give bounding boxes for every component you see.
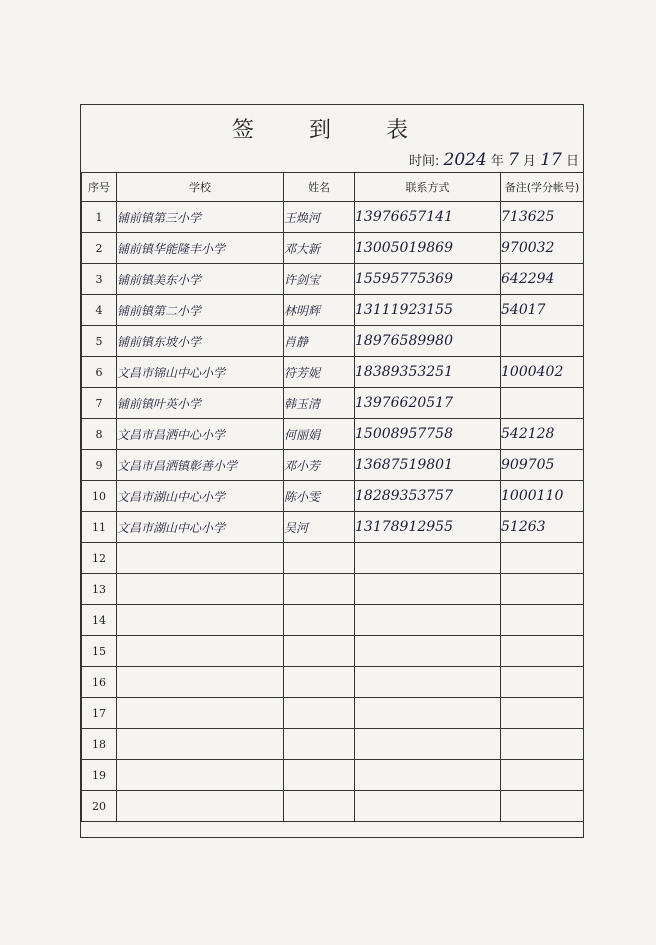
header-school: 学校	[117, 173, 284, 202]
table-row	[82, 512, 584, 543]
row-school: 文昌市锦山中心小学	[117, 357, 284, 388]
row-name	[284, 729, 355, 760]
row-note: 909705	[501, 450, 584, 481]
row-name	[284, 574, 355, 605]
row-school: 文昌市湖山中心小学	[117, 512, 284, 543]
table-row	[82, 729, 584, 760]
table-row	[82, 481, 584, 512]
row-name	[284, 667, 355, 698]
row-name	[284, 698, 355, 729]
row-seq: 14	[82, 605, 117, 636]
row-contact	[355, 574, 501, 605]
row-seq: 18	[82, 729, 117, 760]
row-note	[501, 698, 584, 729]
row-name	[284, 636, 355, 667]
row-seq: 12	[82, 543, 117, 574]
row-name: 邓大新	[284, 233, 355, 264]
row-contact: 13178912955	[355, 512, 501, 543]
row-note	[501, 791, 584, 822]
page-title: 签 到 表	[232, 118, 432, 143]
header-seq: 序号	[82, 173, 117, 202]
row-contact: 13111923155	[355, 295, 501, 326]
row-note	[501, 667, 584, 698]
row-note: 642294	[501, 264, 584, 295]
row-seq: 17	[82, 698, 117, 729]
header-contact: 联系方式	[355, 173, 501, 202]
row-contact	[355, 543, 501, 574]
table-row	[82, 357, 584, 388]
row-contact: 18389353251	[355, 357, 501, 388]
row-contact: 18976589980	[355, 326, 501, 357]
row-seq: 16	[82, 667, 117, 698]
row-school: 铺前镇第三小学	[117, 202, 284, 233]
row-name: 肖静	[284, 326, 355, 357]
row-school	[117, 636, 284, 667]
form-frame	[80, 104, 584, 838]
row-seq: 5	[82, 326, 117, 357]
row-contact: 15595775369	[355, 264, 501, 295]
row-note	[501, 729, 584, 760]
table-body	[82, 202, 584, 822]
row-school: 文昌市湖山中心小学	[117, 481, 284, 512]
row-contact: 13005019869	[355, 233, 501, 264]
row-school: 文昌市昌洒中心小学	[117, 419, 284, 450]
table-row	[82, 233, 584, 264]
row-name: 陈小雯	[284, 481, 355, 512]
row-school: 铺前镇美东小学	[117, 264, 284, 295]
header-row	[82, 173, 584, 202]
row-contact	[355, 667, 501, 698]
row-note: 1000110	[501, 481, 584, 512]
table-row	[82, 698, 584, 729]
row-contact	[355, 791, 501, 822]
row-name: 许剑宝	[284, 264, 355, 295]
row-name	[284, 543, 355, 574]
row-note: 970032	[501, 233, 584, 264]
table-row	[82, 326, 584, 357]
table-row	[82, 450, 584, 481]
row-note: 713625	[501, 202, 584, 233]
date-day: 17	[540, 150, 562, 170]
table-row	[82, 202, 584, 233]
row-school: 铺前镇东坡小学	[117, 326, 284, 357]
table-row	[82, 543, 584, 574]
row-seq: 9	[82, 450, 117, 481]
table-row	[82, 574, 584, 605]
row-note	[501, 574, 584, 605]
row-seq: 11	[82, 512, 117, 543]
row-seq: 1	[82, 202, 117, 233]
row-seq: 10	[82, 481, 117, 512]
table-row	[82, 388, 584, 419]
row-school	[117, 698, 284, 729]
table-row	[82, 636, 584, 667]
row-name	[284, 791, 355, 822]
row-note	[501, 636, 584, 667]
header-note: 备注(学分帐号)	[501, 173, 584, 202]
row-seq: 2	[82, 233, 117, 264]
row-seq: 4	[82, 295, 117, 326]
row-contact: 13687519801	[355, 450, 501, 481]
row-note	[501, 326, 584, 357]
row-name: 符芳妮	[284, 357, 355, 388]
date-month-unit: 月	[523, 154, 537, 169]
table-row	[82, 605, 584, 636]
row-name	[284, 760, 355, 791]
row-name: 韩玉清	[284, 388, 355, 419]
row-contact	[355, 605, 501, 636]
row-name: 吴河	[284, 512, 355, 543]
row-school	[117, 791, 284, 822]
table-row	[82, 760, 584, 791]
row-note	[501, 543, 584, 574]
row-contact	[355, 760, 501, 791]
date-label: 时间:	[408, 154, 440, 169]
row-school	[117, 729, 284, 760]
row-note: 54017	[501, 295, 584, 326]
row-name: 何丽娟	[284, 419, 355, 450]
date-day-unit: 日	[565, 154, 579, 169]
row-note	[501, 760, 584, 791]
row-contact: 13976657141	[355, 202, 501, 233]
row-seq: 19	[82, 760, 117, 791]
row-seq: 3	[82, 264, 117, 295]
row-seq: 8	[82, 419, 117, 450]
row-name: 林明辉	[284, 295, 355, 326]
row-seq: 7	[82, 388, 117, 419]
row-note	[501, 388, 584, 419]
row-seq: 15	[82, 636, 117, 667]
row-school: 铺前镇叶英小学	[117, 388, 284, 419]
row-school	[117, 760, 284, 791]
row-name	[284, 605, 355, 636]
row-school	[117, 574, 284, 605]
row-contact: 15008957758	[355, 419, 501, 450]
row-note: 51263	[501, 512, 584, 543]
row-name: 邓小芳	[284, 450, 355, 481]
row-school	[117, 543, 284, 574]
row-contact: 18289353757	[355, 481, 501, 512]
row-seq: 13	[82, 574, 117, 605]
date-line	[409, 150, 579, 170]
table-row	[82, 667, 584, 698]
row-note: 1000402	[501, 357, 584, 388]
row-school: 铺前镇华能隆丰小学	[117, 233, 284, 264]
sign-in-table	[81, 172, 584, 822]
row-note	[501, 605, 584, 636]
date-year: 2024	[443, 150, 487, 170]
row-name: 王焕河	[284, 202, 355, 233]
row-contact	[355, 698, 501, 729]
row-contact: 13976620517	[355, 388, 501, 419]
header-name: 姓名	[284, 173, 355, 202]
table-row	[82, 419, 584, 450]
table-row	[82, 295, 584, 326]
row-contact	[355, 636, 501, 667]
table-row	[82, 791, 584, 822]
row-school: 文昌市昌洒镇彰善小学	[117, 450, 284, 481]
row-note: 542128	[501, 419, 584, 450]
row-school	[117, 605, 284, 636]
row-contact	[355, 729, 501, 760]
row-school	[117, 667, 284, 698]
row-school: 铺前镇第二小学	[117, 295, 284, 326]
date-month: 7	[508, 150, 519, 170]
date-year-unit: 年	[490, 154, 504, 169]
row-seq: 20	[82, 791, 117, 822]
table-row	[82, 264, 584, 295]
row-seq: 6	[82, 357, 117, 388]
